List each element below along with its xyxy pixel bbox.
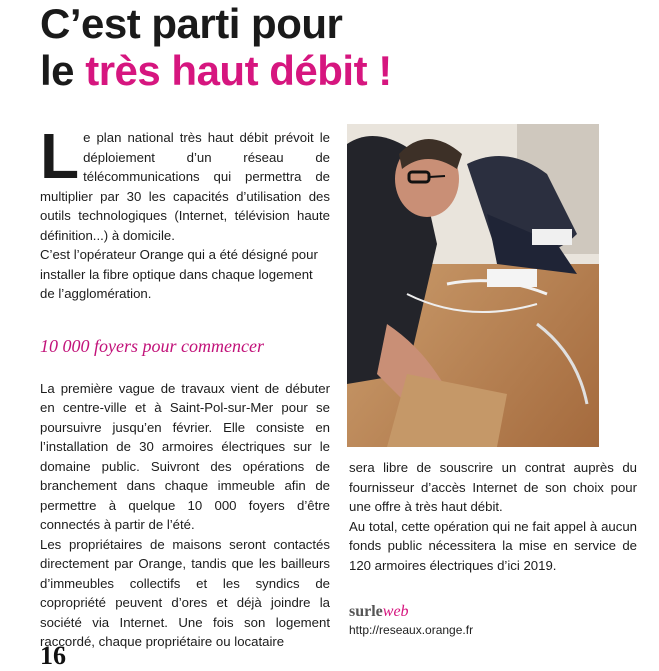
intro-text: e plan national très haut débit prévoit le déploiement d’un réseau de télécommunications qui permettra de multiplier par 30 les capacités d’utilisation des outils technologiques (Internet, télévision haute définition...) à domicile. — [40, 130, 330, 243]
web-link[interactable]: http://reseaux.orange.fr — [349, 623, 474, 637]
surleweb-label — [349, 603, 409, 621]
body-paragraph-2: Les propriétaires de maisons seront contactés directement par Orange, tandis que les bailleurs d’immeubles collectifs et les syndics de copropriété peuvent d’ores et déjà joindre la société via Internet. Une fois son logement raccordé, chaque propriétaire ou locataire — [40, 536, 330, 649]
intro-paragraph — [40, 120, 330, 245]
title-accent: très haut débit ! — [85, 47, 392, 94]
section-subheading: 10 000 foyers pour commencer — [40, 335, 264, 356]
photo-illustration — [347, 124, 599, 447]
left-column — [40, 120, 330, 652]
drop-cap: L — [40, 120, 80, 192]
title-line-1: C’est parti pour — [40, 0, 343, 47]
web-label-accent: web — [382, 603, 409, 620]
right-paragraph-2: Au total, cette opération qui ne fait appel à aucun fonds public nécessitera la mise en service de 120 armoires électriques d’ici 2019. — [349, 518, 637, 573]
article-title — [40, 0, 392, 94]
right-paragraph-1: sera libre de souscrire un contrat auprès du fournisseur d’accès Internet de son choix pour une offre à très haut débit. — [349, 460, 637, 514]
technician-photo — [347, 124, 599, 447]
page-number: 16 — [40, 641, 66, 670]
intro-paragraph-2: C’est l’opérateur Orange qui a été désigné pour installer la fibre optique dans chaque logement de l’agglomération. — [40, 247, 318, 301]
body-paragraph-1: La première vague de travaux vient de débuter en centre-ville et à Saint-Pol-sur-Mer pour se poursuivre jusqu’en février. Elle consiste en l’installation de 30 armoires électriques sur le domaine public. Suivront des opérations de branchement dans chaque immeuble afin de permettre à quelque 10 000 foyers d’être connectés à partir de l’été. — [40, 380, 330, 532]
web-label-prefix: surle — [349, 603, 383, 620]
title-line-2-prefix: le — [40, 47, 86, 94]
right-column — [349, 458, 637, 575]
